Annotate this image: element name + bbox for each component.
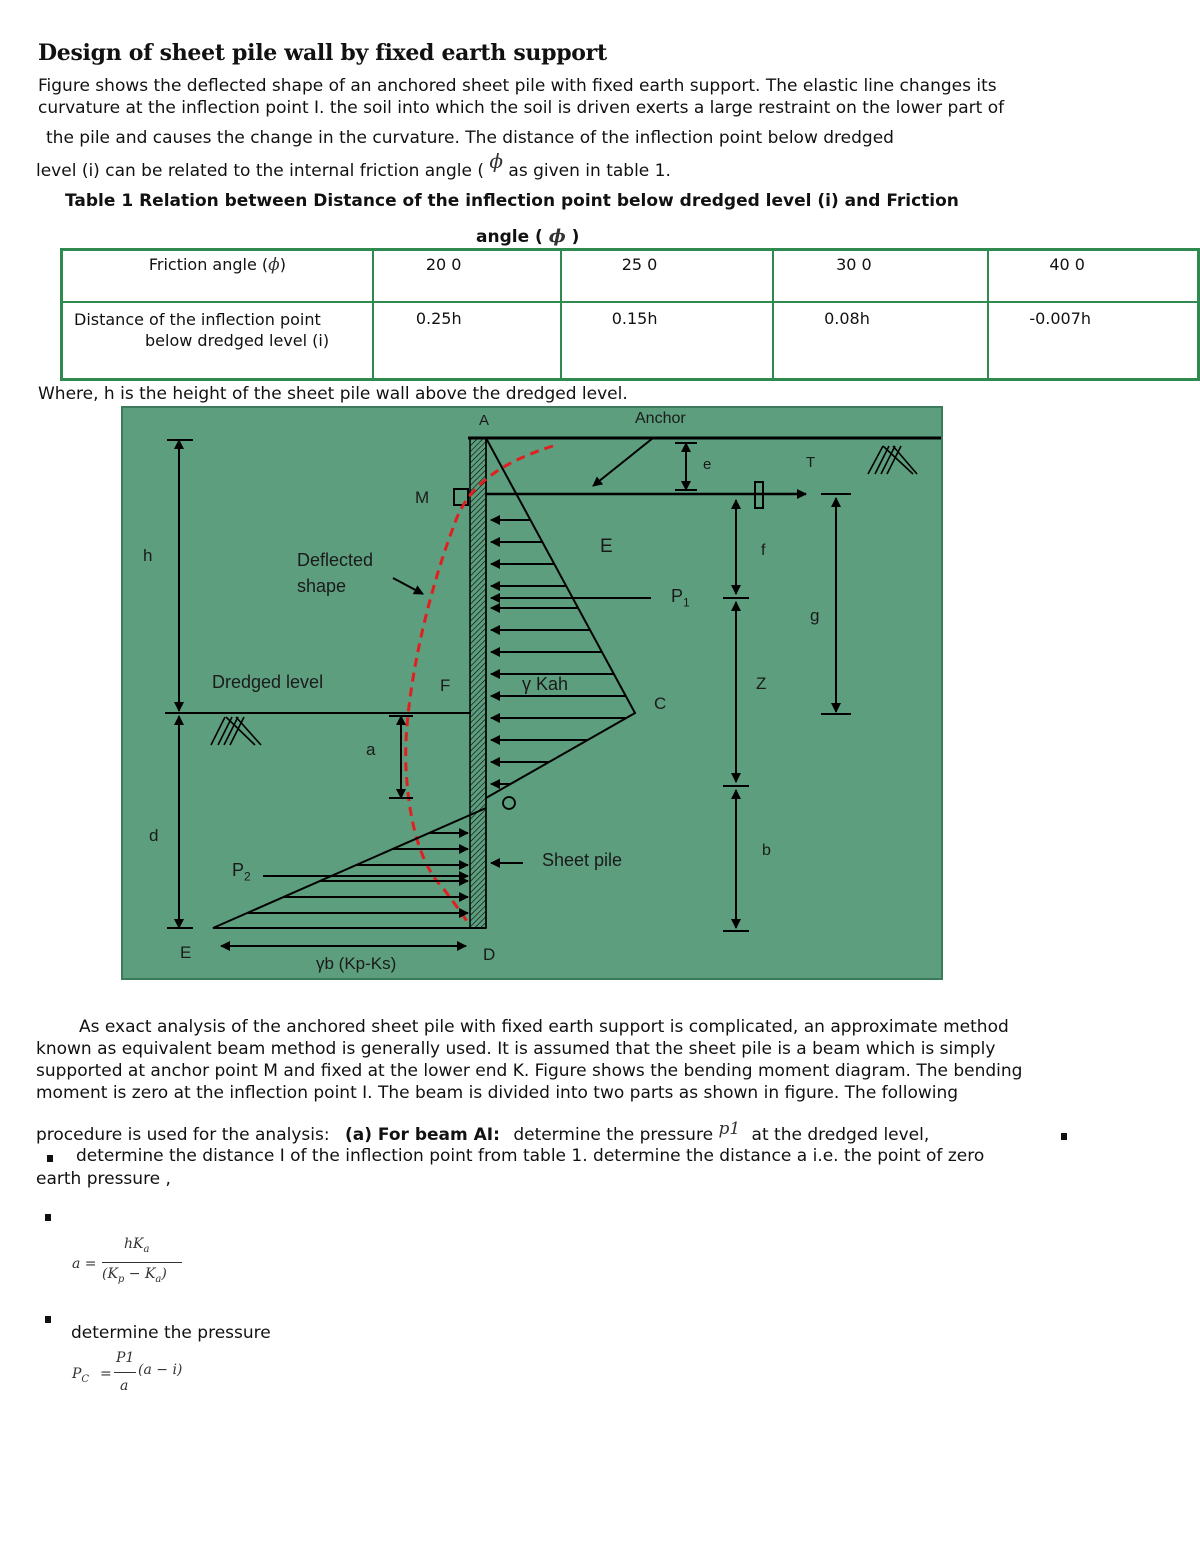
- formula-a-lhs: a =: [72, 1256, 97, 1272]
- label-anchor: Anchor: [635, 410, 686, 427]
- table-row: [62, 250, 1199, 302]
- p2-letter: P: [232, 860, 245, 880]
- intro-line-4b: as given in table 1.: [508, 161, 671, 181]
- formula-pc-numerator: P1: [116, 1350, 135, 1366]
- active-pressure-outline: [486, 438, 635, 798]
- label-m: M: [415, 488, 430, 507]
- formula-a: [72, 1236, 202, 1296]
- intro-line-4: [36, 149, 671, 182]
- bullet-marker: [47, 1155, 53, 1162]
- table-cell: 40 0: [988, 250, 1198, 302]
- label-d: d: [149, 826, 159, 845]
- fraction-bar: [114, 1372, 136, 1373]
- formula-a-numerator: [124, 1236, 149, 1255]
- table-cell: 30 0: [773, 250, 988, 302]
- analysis-paragraph: [36, 1016, 1068, 1104]
- den-sub-1: p: [117, 1273, 125, 1285]
- where-text: Where, h is the height of the sheet pile wall above the dredged level.: [38, 384, 628, 404]
- table-cell: 25 0: [561, 250, 773, 302]
- label-a-top: A: [479, 412, 490, 429]
- label-gamma-kah: γ Kah: [522, 674, 569, 694]
- fraction-bar: [102, 1262, 182, 1263]
- passive-pressure-outline: [213, 808, 486, 928]
- deflected-pointer: [393, 578, 423, 594]
- intro-line-4a: level (i) can be related to the internal friction angle (: [36, 161, 484, 181]
- bullet-marker: [1061, 1133, 1067, 1140]
- label-deflected-line-2: shape: [297, 576, 347, 596]
- table-caption-angle: angle (: [476, 227, 543, 247]
- label-f-point: F: [440, 676, 451, 695]
- p1-sub: 1: [683, 595, 690, 610]
- label-p2: [232, 860, 251, 884]
- friction-angle-table: [60, 248, 1200, 381]
- dredged-level-text: at the dredged level,: [751, 1125, 930, 1145]
- bullet-marker: [45, 1214, 51, 1221]
- phi-symbol: ϕ: [489, 149, 504, 173]
- p1-symbol: p1: [718, 1119, 741, 1139]
- determine-pressure-text: determine the pressure: [513, 1125, 714, 1145]
- analysis-line-1: As exact analysis of the anchored sheet pile with fixed earth support is complicated, an approximate method: [79, 1017, 1009, 1037]
- analysis-line-5: [36, 1119, 930, 1146]
- friction-angle-label: Friction angle (: [148, 255, 269, 274]
- intro-line-2: curvature at the inflection point I. the soil into which the soil is driven exerts a large restraint on the lower part of: [38, 98, 1005, 118]
- den-part-2: − K: [124, 1266, 156, 1282]
- table-caption-close: ): [571, 227, 580, 247]
- phi-symbol: ϕ: [548, 226, 566, 247]
- formula-pc: [72, 1350, 202, 1405]
- friction-angle-label-end: ): [279, 255, 286, 274]
- label-e: e: [703, 456, 712, 473]
- label-f: f: [761, 542, 766, 559]
- label-c: C: [654, 694, 667, 713]
- ground-hatch-dredged: [211, 717, 261, 745]
- phi-symbol: ϕ: [268, 255, 280, 275]
- formula-pc-paren: (a − i): [138, 1362, 183, 1378]
- den-sub-2: a: [155, 1273, 162, 1285]
- table-caption-line-1: Table 1 Relation between Distance of the inflection point below dredged level (i) and Friction: [65, 191, 959, 211]
- anchor-pointer: [593, 438, 653, 486]
- label-h: h: [143, 546, 153, 565]
- bullet-marker: [45, 1316, 51, 1323]
- label-p1: [671, 586, 690, 610]
- den-part-3: ): [161, 1266, 167, 1282]
- determine-pressure-line: determine the pressure: [71, 1323, 271, 1343]
- table-cell: 0.15h: [561, 302, 773, 380]
- table-caption-line-2: [476, 226, 579, 247]
- beam-ai-heading: (a) For beam AI:: [344, 1125, 500, 1145]
- point-o: [503, 797, 515, 809]
- table-cell: -0.007h: [988, 302, 1198, 380]
- formula-a-denominator: [102, 1266, 167, 1285]
- p2-sub: 2: [244, 869, 251, 884]
- label-a: a: [366, 740, 376, 759]
- sheet-pile-diagram: [121, 406, 943, 980]
- distance-label-line-1: Distance of the inflection point: [74, 309, 321, 329]
- analysis-line-6: determine the distance I of the inflection point from table 1. determine the distance a i.e. the point of zero: [76, 1146, 985, 1166]
- ground-hatch-top: [868, 446, 917, 474]
- formula-pc-denominator: a: [120, 1378, 129, 1394]
- analysis-line-2: known as equivalent beam method is generally used. It is assumed that the sheet pile is a beam which is simply: [36, 1039, 996, 1059]
- table-cell-label: [62, 250, 373, 302]
- table-cell: 20 0: [373, 250, 561, 302]
- analysis-line-4: moment is zero at the inflection point I. The beam is divided into two parts as shown in figure. The following: [36, 1083, 959, 1103]
- pc-letter: P: [72, 1366, 82, 1382]
- label-d-point: D: [483, 945, 496, 964]
- label-dredged-level: Dredged level: [212, 672, 324, 692]
- label-e-top: E: [600, 536, 613, 557]
- formula-pc-equals: =: [100, 1366, 112, 1382]
- intro-line-1: Figure shows the deflected shape of an anchored sheet pile with fixed earth support. The elastic line changes its: [38, 76, 997, 96]
- intro-line-3: the pile and causes the change in the curvature. The distance of the inflection point below dredged: [46, 128, 894, 148]
- diagram-drawing: [123, 408, 945, 982]
- analysis-line-7: earth pressure ,: [36, 1169, 171, 1189]
- procedure-text: procedure is used for the analysis:: [36, 1125, 330, 1145]
- distance-label-line-2: below dredged level (i): [145, 330, 330, 350]
- label-t: T: [806, 454, 816, 471]
- sheet-pile: [470, 438, 486, 928]
- label-gamma-b: γb (Kp-Ks): [316, 954, 397, 973]
- p1-letter: P: [671, 586, 684, 606]
- label-e-bottom: E: [180, 943, 192, 962]
- label-sheet-pile: Sheet pile: [542, 850, 623, 870]
- pc-sub: C: [81, 1373, 90, 1385]
- page-title: Design of sheet pile wall by fixed earth support: [38, 40, 607, 66]
- numerator-text: hK: [124, 1236, 144, 1252]
- table-row: [62, 302, 1199, 380]
- label-deflected-line-1: Deflected: [297, 550, 374, 570]
- numerator-sub: a: [143, 1243, 150, 1255]
- formula-pc-lhs: [72, 1366, 89, 1385]
- table-cell: 0.25h: [373, 302, 561, 380]
- analysis-line-3: supported at anchor point M and fixed at the lower end K. Figure shows the bending moment diagram. The bending: [36, 1061, 1023, 1081]
- table-cell: 0.08h: [773, 302, 988, 380]
- den-part-1: (K: [102, 1266, 118, 1282]
- table-cell-label: [62, 302, 373, 380]
- label-z: Z: [756, 674, 767, 693]
- label-g: g: [810, 606, 820, 625]
- label-b: b: [762, 842, 771, 859]
